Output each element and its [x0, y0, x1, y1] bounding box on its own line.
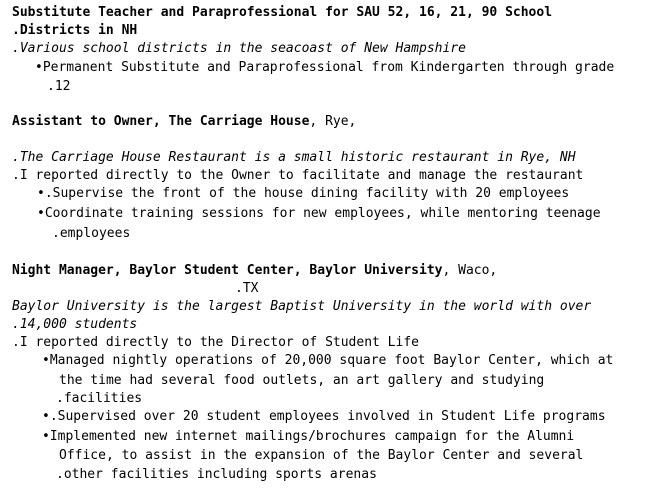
job2-location: , Rye,	[309, 114, 357, 129]
job2-org-description: .The Carriage House Restaurant is a small historic restaurant in Rye, NH	[12, 150, 576, 165]
job3-org-description-line1: Baylor University is the largest Baptist University in the world with over	[12, 299, 592, 314]
job1-bullet1-line2: .12	[47, 79, 71, 94]
job1-bullet1-line1: •Permanent Substitute and Paraprofessional from Kindergarten through grade	[35, 60, 615, 75]
job3-bullet3-line1: •Implemented new internet mailings/brochures campaign for the Alumni	[42, 429, 575, 444]
job3-bullet3-line3: .other facilities including sports arenas	[56, 467, 377, 482]
job3-org-description-line2: .14,000 students	[12, 317, 138, 332]
job3-header	[12, 262, 497, 280]
job3-bullet1-line3: .facilities	[56, 391, 143, 406]
job3-bullet3-line2: Office, to assist in the expansion of the Baylor Center and several	[59, 448, 584, 463]
job2-title: Assistant to Owner, The Carriage House	[12, 114, 310, 129]
job3-bullet1-line1: •Managed nightly operations of 20,000 square foot Baylor Center, which at	[42, 353, 614, 368]
job3-title: Night Manager, Baylor Student Center, Baylor University	[12, 263, 443, 278]
job3-location: , Waco,	[442, 263, 498, 278]
job2-bullet2-line1: •Coordinate training sessions for new employees, while mentoring teenage	[37, 206, 601, 221]
job1-title-line2: .Districts in NH	[12, 23, 138, 38]
job1-org-description: .Various school districts in the seacoast of New Hampshire	[12, 41, 466, 56]
job3-location-line2: .TX	[235, 281, 259, 296]
job3-bullet2: •.Supervised over 20 student employees involved in Student Life programs	[42, 409, 606, 424]
job2-bullet2-line2: .employees	[52, 226, 131, 241]
job3-bullet1-line2: the time had several food outlets, an art gallery and studying	[59, 373, 545, 388]
job2-bullet1: •.Supervise the front of the house dining facility with 20 employees	[37, 186, 570, 201]
job2-reporting: .I reported directly to the Owner to facilitate and manage the restaurant	[12, 168, 584, 183]
job2-header	[12, 113, 356, 131]
job3-reporting: .I reported directly to the Director of Student Life	[12, 335, 419, 350]
job1-title-line1: Substitute Teacher and Paraprofessional for SAU 52, 16, 21, 90 School	[12, 5, 553, 20]
